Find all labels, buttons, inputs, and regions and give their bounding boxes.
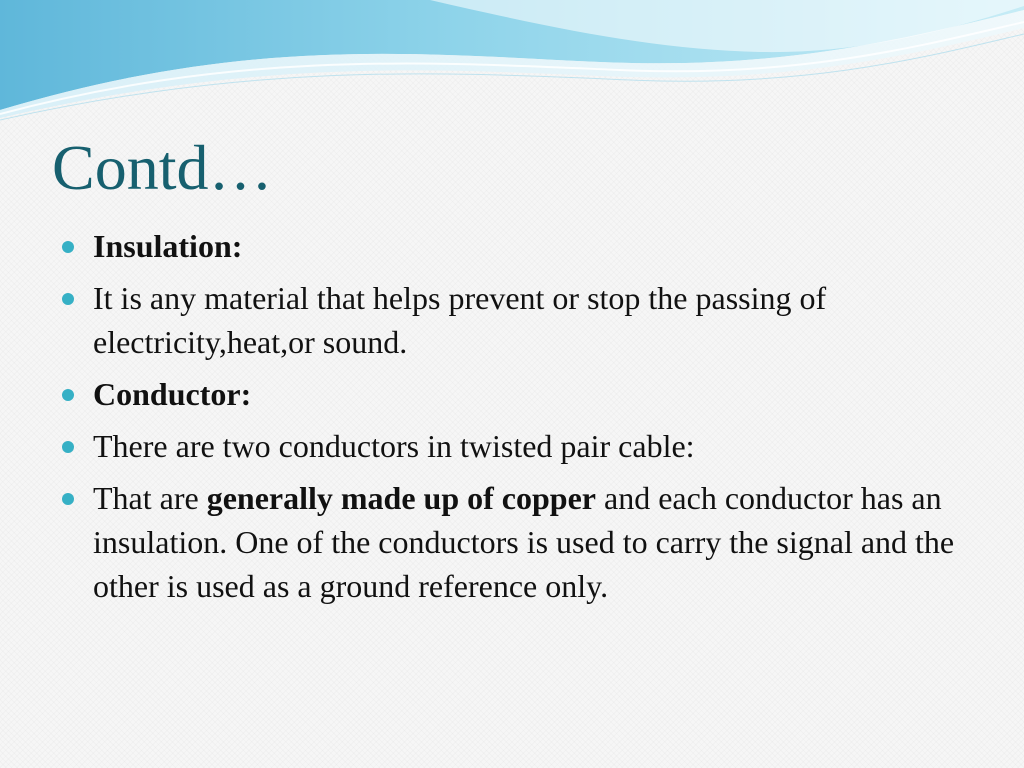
list-item	[62, 224, 962, 268]
bullet-dot-icon	[62, 389, 74, 401]
bullet-dot-icon	[62, 293, 74, 305]
bullet-text-emphasis: generally made up of copper	[206, 480, 596, 516]
bullet-dot-icon	[62, 441, 74, 453]
bullet-text-insulation-definition: It is any material that helps prevent or stop the passing of electricity,heat,or sound.	[93, 280, 827, 360]
bullet-dot-icon	[62, 493, 74, 505]
list-item	[62, 372, 962, 416]
bullet-text-prefix: That are	[93, 480, 207, 516]
bullet-text-conductor-count: There are two conductors in twisted pair cable:	[93, 428, 695, 464]
list-item	[62, 276, 962, 364]
slide-title: Contd…	[52, 132, 273, 203]
bullet-text-suffix: and each conductor has an insulation. One of the conductors is used to carry the signal and the other is used as a ground reference only.	[93, 480, 955, 604]
bullet-heading-insulation: Insulation:	[93, 228, 243, 264]
bullet-heading-conductor: Conductor:	[93, 376, 252, 412]
bullet-list	[62, 224, 962, 616]
bullet-dot-icon	[62, 241, 74, 253]
list-item	[62, 476, 962, 608]
list-item	[62, 424, 962, 468]
decorative-wave-header	[0, 0, 1024, 130]
